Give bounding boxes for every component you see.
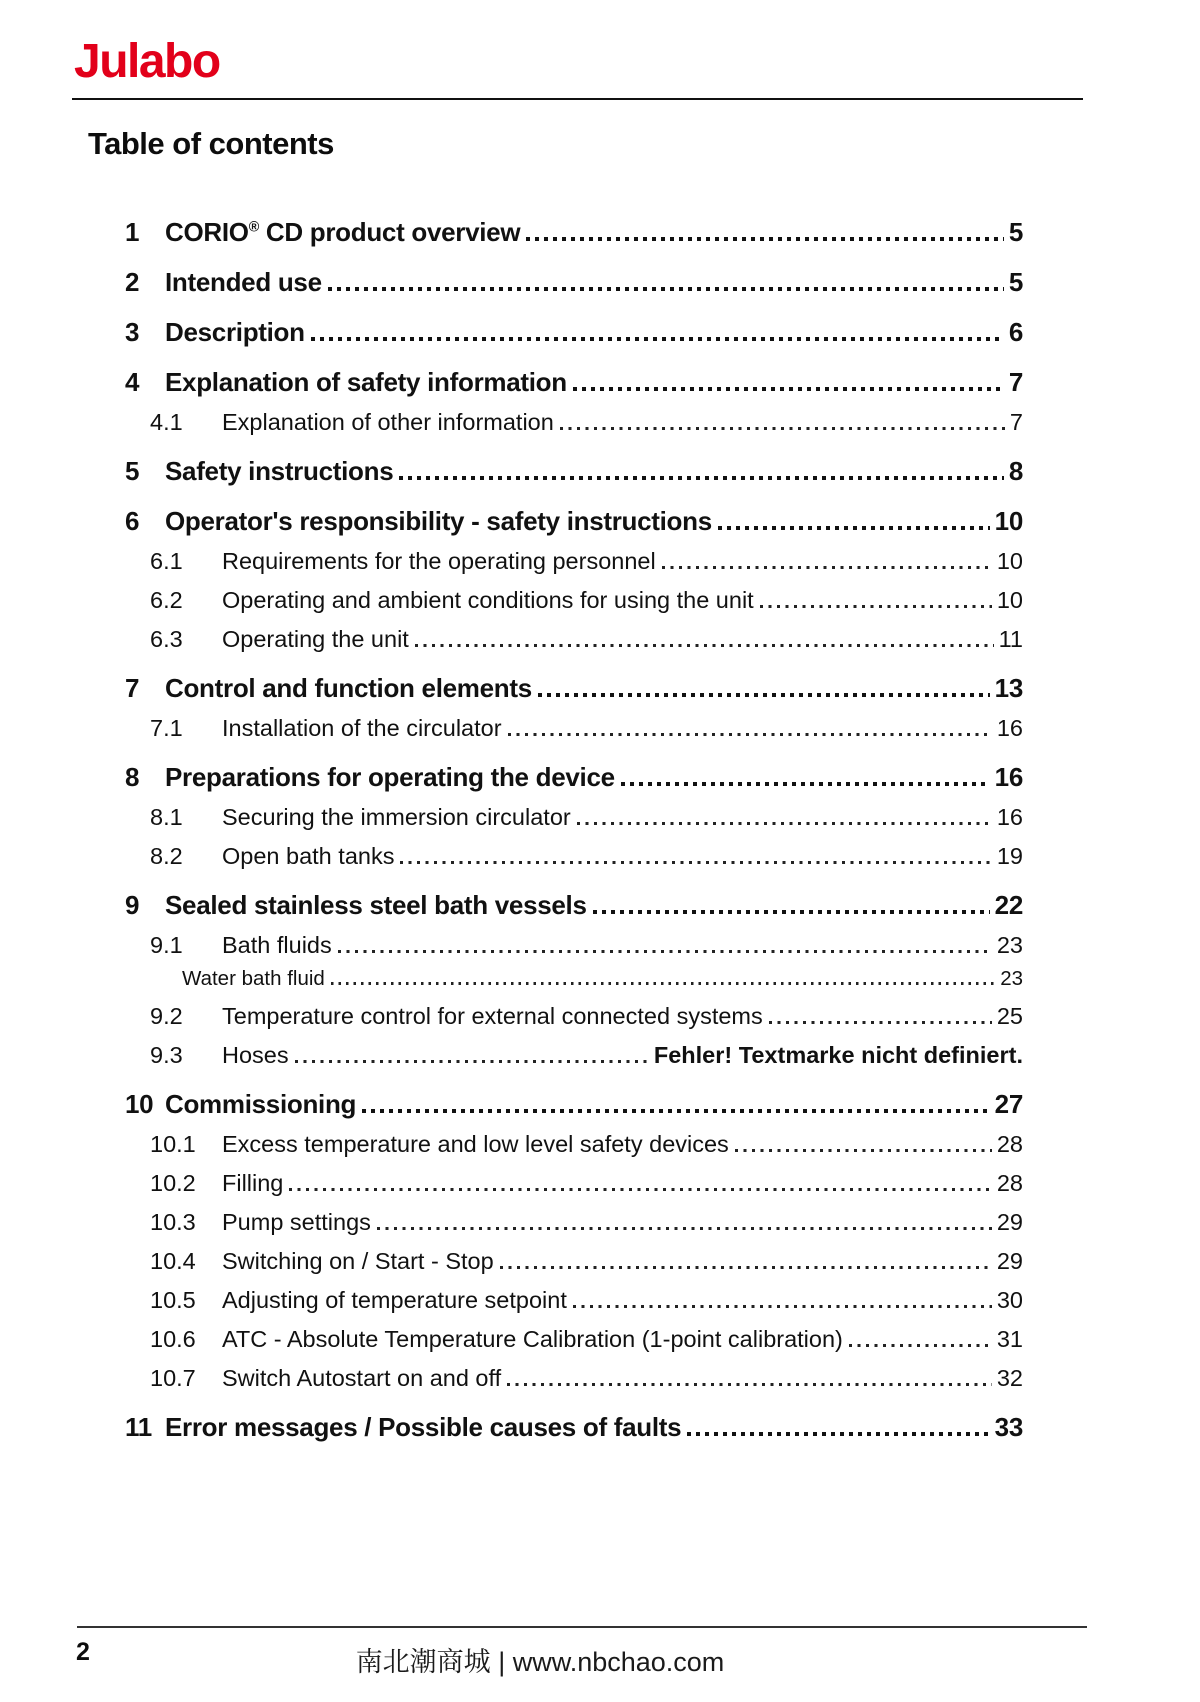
toc-entry[interactable] (125, 366, 1023, 398)
toc-entry-page: 27 (994, 1089, 1023, 1119)
julabo-logo: Julabo (74, 35, 220, 88)
dot-leader (769, 1021, 992, 1024)
dot-leader (577, 822, 992, 825)
registered-trademark-symbol: ® (248, 219, 259, 236)
toc-entry-page: 16 (996, 715, 1023, 741)
toc-entry-number: 7 (125, 673, 140, 703)
toc-entry-title: Safety instructions (165, 456, 394, 486)
toc-entry-page: 25 (996, 1003, 1023, 1029)
toc-entry-page: 7 (1008, 367, 1023, 397)
toc-entry-page: 28 (996, 1131, 1023, 1157)
toc-entry-number: 10.7 (150, 1365, 196, 1391)
toc-entry[interactable] (125, 966, 1023, 992)
toc-entry-number: 8 (125, 762, 140, 792)
toc-entry-number: 1 (125, 217, 140, 247)
dot-leader (560, 427, 1005, 430)
dot-leader (735, 1149, 992, 1152)
toc-entry-page: 23 (1000, 967, 1023, 990)
toc-entry[interactable] (125, 505, 1023, 537)
dot-leader (331, 982, 995, 985)
toc-entry-page: 16 (996, 804, 1023, 830)
dot-leader (328, 287, 1004, 291)
toc-entry[interactable] (125, 841, 1023, 871)
toc-entry-title: Description (165, 317, 305, 347)
dot-leader (718, 526, 990, 530)
toc-entry[interactable] (125, 1324, 1023, 1354)
toc-entry-number: 10.3 (150, 1209, 196, 1235)
dot-leader (573, 387, 1004, 391)
dot-leader (415, 644, 994, 647)
toc-entry[interactable] (125, 1246, 1023, 1276)
toc-entry[interactable] (125, 1285, 1023, 1315)
dot-leader (526, 237, 1004, 241)
toc-entry-page: 33 (994, 1412, 1023, 1442)
toc-entry-title: CORIO® CD product overview (165, 217, 521, 247)
dot-leader (621, 782, 990, 786)
toc-entry-page: 16 (994, 762, 1023, 792)
toc-entry[interactable] (125, 1363, 1023, 1393)
toc-entry-title: Operator's responsibility - safety instructions (165, 506, 712, 536)
toc-entry-page: 10 (994, 506, 1023, 536)
toc-entry-number: 4.1 (150, 409, 183, 435)
toc-entry-title: Temperature control for external connected systems (222, 1003, 763, 1029)
toc-entry-title: Open bath tanks (222, 843, 395, 869)
toc-entry-number: 9 (125, 890, 140, 920)
footer-page-number: 2 (76, 1638, 90, 1666)
toc-entry-title: Pump settings (222, 1209, 371, 1235)
toc-entry[interactable] (125, 407, 1023, 437)
dot-leader (760, 605, 992, 608)
toc-entry-number: 6 (125, 506, 140, 536)
toc-entry[interactable] (125, 1088, 1023, 1120)
toc-entry-number: 6.1 (150, 548, 183, 574)
toc-entry[interactable] (125, 585, 1023, 615)
toc-entry-title: Error messages / Possible causes of faults (165, 1412, 682, 1442)
toc-entry-number: 11 (125, 1412, 152, 1442)
toc-entry-title: Bath fluids (222, 932, 332, 958)
toc-entry-number: 10 (125, 1089, 154, 1119)
toc-entry-title: Requirements for the operating personnel (222, 548, 656, 574)
toc-entry-page: Fehler! Textmarke nicht definiert. (653, 1042, 1023, 1068)
toc-entry-page: 28 (996, 1170, 1023, 1196)
toc-entry-page: 29 (996, 1209, 1023, 1235)
header-divider (72, 98, 1083, 100)
toc-entry-number: 8.1 (150, 804, 183, 830)
toc-entry-title: Commissioning (165, 1089, 357, 1119)
dot-leader (849, 1344, 992, 1347)
toc-entry-number: 9.2 (150, 1003, 183, 1029)
toc-entry[interactable] (125, 1001, 1023, 1031)
toc-entry-page: 10 (996, 548, 1023, 574)
toc-entry[interactable] (125, 1168, 1023, 1198)
dot-leader (289, 1188, 991, 1191)
footer-divider (77, 1626, 1087, 1628)
toc-entry-page: 10 (996, 587, 1023, 613)
toc-entry-title: Control and function elements (165, 673, 532, 703)
toc-entry[interactable] (125, 930, 1023, 960)
toc-entry-number: 10.1 (150, 1131, 196, 1157)
footer-site-text: 南北潮商城 | www.nbchao.com (355, 1647, 725, 1677)
toc-entry[interactable] (125, 761, 1023, 793)
toc-entry-title: Securing the immersion circulator (222, 804, 571, 830)
toc-entry-title: Operating the unit (222, 626, 409, 652)
toc-entry-number: 3 (125, 317, 140, 347)
toc-entry-number: 6.3 (150, 626, 183, 652)
dot-leader (507, 1383, 992, 1386)
toc-entry-title: Switch Autostart on and off (222, 1365, 502, 1391)
toc-entry-title: Excess temperature and low level safety devices (222, 1131, 729, 1157)
dot-leader (338, 950, 992, 953)
dot-leader (399, 476, 1003, 480)
toc-entry[interactable] (125, 455, 1023, 487)
toc-entry-page: 6 (1008, 317, 1023, 347)
toc-entry-title: Explanation of other information (222, 409, 554, 435)
dot-leader (295, 1060, 649, 1063)
toc-entry-page: 5 (1008, 267, 1023, 297)
toc-entry-number: 10.2 (150, 1170, 196, 1196)
toc-entry[interactable] (125, 713, 1023, 743)
toc-entry-number: 10.5 (150, 1287, 196, 1313)
toc-entry[interactable] (125, 1129, 1023, 1159)
toc-entry[interactable] (125, 316, 1023, 348)
toc-entry[interactable] (125, 624, 1023, 654)
toc-entry[interactable] (125, 1040, 1023, 1070)
dot-leader (538, 693, 990, 697)
toc-entry-title: Intended use (165, 267, 322, 297)
dot-leader (593, 910, 990, 914)
toc-entry-title: Explanation of safety information (165, 367, 567, 397)
toc-entry-number: 4 (125, 367, 140, 397)
toc-entry-title: Sealed stainless steel bath vessels (165, 890, 587, 920)
toc-entry[interactable] (125, 1411, 1023, 1443)
toc-entry-title: Installation of the circulator (222, 715, 502, 741)
toc-entry-page: 13 (994, 673, 1023, 703)
toc-entry-number: 8.2 (150, 843, 183, 869)
toc-entry-page: 32 (996, 1365, 1023, 1391)
toc-entry-page: 22 (994, 890, 1023, 920)
dot-leader (311, 337, 1004, 341)
toc-entry[interactable] (125, 672, 1023, 704)
toc-entry[interactable] (125, 546, 1023, 576)
toc-entry-title: Hoses (222, 1042, 289, 1068)
toc-entry-page: 7 (1009, 409, 1023, 435)
table-of-contents (125, 216, 1023, 1443)
toc-entry-number: 9.3 (150, 1042, 183, 1068)
dot-leader (362, 1109, 990, 1113)
toc-entry-number: 2 (125, 267, 140, 297)
toc-entry-page: 5 (1008, 217, 1023, 247)
toc-entry-title: ATC - Absolute Temperature Calibration (1-point calibration) (222, 1326, 843, 1352)
toc-entry-page: 19 (996, 843, 1023, 869)
dot-leader (377, 1227, 992, 1230)
toc-entry-page: 23 (996, 932, 1023, 958)
dot-leader (500, 1266, 992, 1269)
toc-entry-number: 9.1 (150, 932, 183, 958)
dot-leader (508, 733, 992, 736)
dot-leader (662, 566, 992, 569)
toc-entry[interactable] (125, 889, 1023, 921)
toc-entry-title: Preparations for operating the device (165, 762, 615, 792)
toc-entry-page: 8 (1008, 456, 1023, 486)
toc-entry-page: 11 (998, 626, 1023, 652)
toc-entry-title: Switching on / Start - Stop (222, 1248, 494, 1274)
toc-entry-title: Operating and ambient conditions for using the unit (222, 587, 754, 613)
toc-entry-number: 6.2 (150, 587, 183, 613)
toc-entry-title: Adjusting of temperature setpoint (222, 1287, 567, 1313)
toc-entry-page: 29 (996, 1248, 1023, 1274)
toc-entry-number: 10.4 (150, 1248, 196, 1274)
toc-entry-number: 7.1 (150, 715, 183, 741)
toc-entry-title: Filling (222, 1170, 284, 1196)
dot-leader (687, 1432, 989, 1436)
dot-leader (573, 1305, 992, 1308)
toc-entry-page: 30 (996, 1287, 1023, 1313)
toc-entry[interactable] (125, 266, 1023, 298)
toc-entry[interactable] (125, 1207, 1023, 1237)
toc-entry[interactable] (125, 216, 1023, 248)
toc-entry-number: 10.6 (150, 1326, 196, 1352)
toc-entry-page: 31 (996, 1326, 1023, 1352)
toc-entry[interactable] (125, 802, 1023, 832)
toc-entry-number: 5 (125, 456, 140, 486)
page-title: Table of contents (88, 126, 334, 161)
dot-leader (400, 861, 991, 864)
toc-entry-title: Water bath fluid (182, 967, 325, 990)
